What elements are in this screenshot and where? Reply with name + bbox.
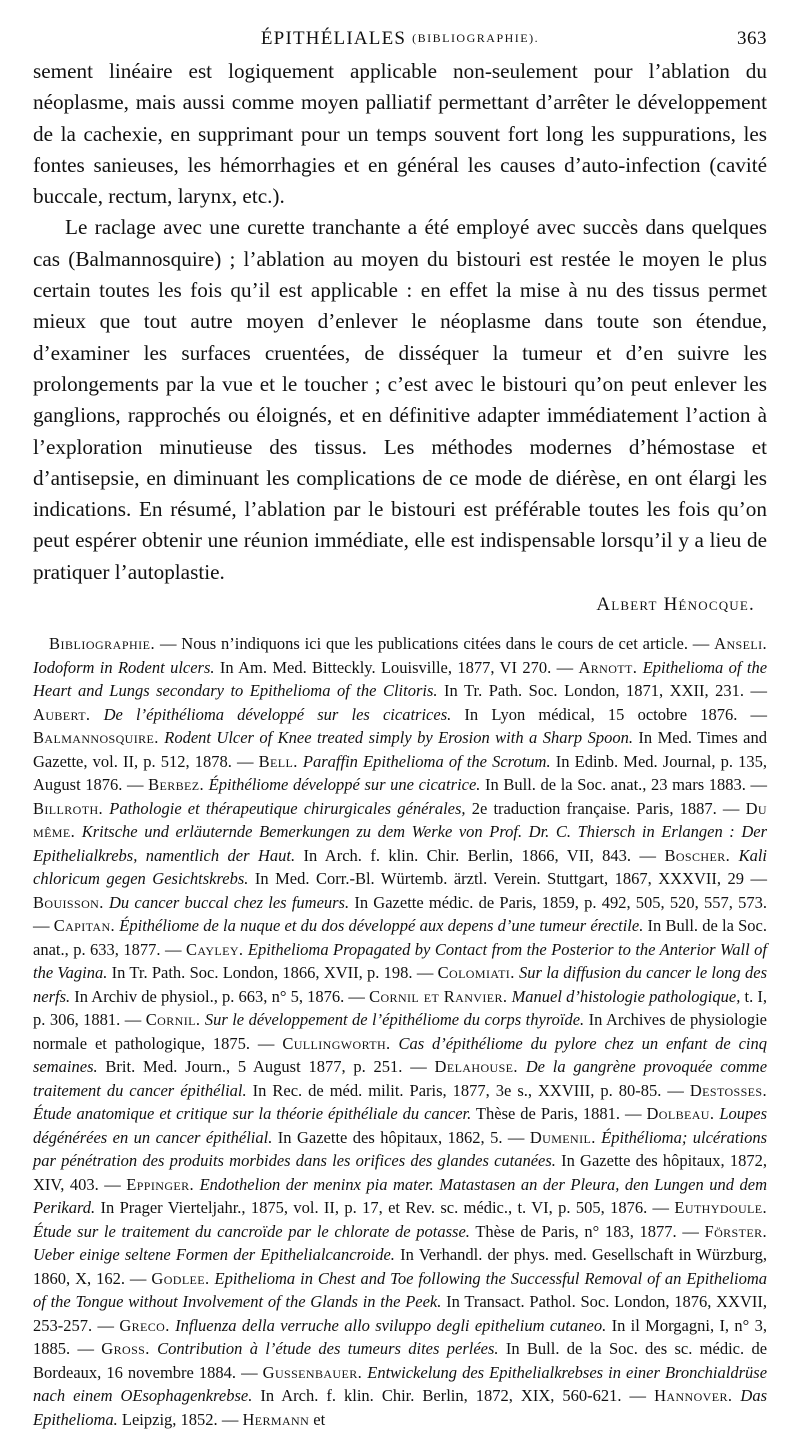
bibliography-entries [33, 634, 767, 1429]
entry-title: Rodent Ulcer of Knee treated simply by Erosion with a Sharp Spoon. [164, 728, 633, 748]
entry-author: Bouisson. [33, 892, 104, 912]
bibliography-entry: — Eppinger. Endothelion der meninx pia mater. Matastasen an der Pleura, den Lungen und dem Perikard. In Prager Vierteljahr., 1875, vol. II, p. 17, et Rev. sc. médic., t. VI, p. 505, 1876. [33, 1174, 768, 1218]
entry-source: In Med. Times and Gazette, vol. II, p. 512, 1878. [33, 728, 767, 771]
entry-title: Loupes dégénérées en un cancer épithélial. [33, 1104, 767, 1147]
bibliography-entry: — Godlee. Epithelioma in Chest and Toe following the Successful Removal of an Epithelioma of the Tongue without Involvement of the Glands in the Peek. In Transact. Pathol. Soc. London, 1876, XXVII, 253-257. [33, 1268, 768, 1335]
entry-title: Étude anatomique et critique sur la théorie épithéliale du cancer. [33, 1104, 472, 1124]
entry-source: In Gazette des hôpitaux, 1872, XIV, 403. [33, 1151, 768, 1194]
entry-title: Epithelioma Propagated by Contact from the Posterior to the Anterior Wall of the Vagina. [33, 939, 767, 983]
entry-author: Cornil. [145, 1010, 201, 1030]
entry-author: Balmannosquire. [33, 728, 159, 748]
entry-title: Du cancer buccal chez les fumeurs. [108, 892, 350, 912]
entry-source: In Tr. Path. Soc. London, 1866, XVII, p. 198. [107, 963, 413, 983]
entry-title: Paraffin Epithelioma of the Scrotum. [302, 751, 551, 771]
bibliography-entry: — Hermann et [217, 1409, 326, 1429]
bibliography-entry: — Bouisson. Du cancer buccal chez les fumeurs. In Gazette médic. de Paris, 1859, p. 492, 505, 520, 557, 573. [33, 869, 768, 912]
entry-author: Cayley. [185, 939, 244, 959]
running-header [33, 28, 767, 56]
entry-author: Hannover. [654, 1386, 733, 1406]
entry-author: Eppinger. [126, 1174, 195, 1194]
entry-source: In Gazette médic. de Paris, 1859, p. 492, 505, 520, 557, 573. [349, 892, 767, 912]
entry-author: Gross. [101, 1339, 150, 1359]
entry-title: Manuel d’histologie pathologique, [511, 986, 741, 1006]
running-title-text: ÉPITHÉLIALES [260, 28, 407, 49]
entry-source: In Arch. f. klin. Chir. Berlin, 1872, XIX, 560-621. [252, 1386, 622, 1406]
entry-title: Iodoform in Rodent ulcers. [33, 657, 215, 677]
entry-author: Cullingworth. [282, 1033, 391, 1053]
entry-title: De la gangrène provoquée comme traitement du cancer épithélial. [33, 1057, 768, 1100]
entry-source: In Bull. de la Soc. anat., 23 mars 1883. [480, 775, 746, 795]
entry-author: Capitan. [53, 916, 116, 936]
entry-author: Cornil et Ranvier. [369, 986, 508, 1006]
bibliography-entry: — Bell. Paraffin Epithelioma of the Scrotum. In Edinb. Med. Journal, p. 135, August 1876. [33, 751, 768, 795]
entry-source: et [309, 1409, 326, 1429]
entry-author: Dolbeau. [646, 1104, 715, 1124]
entry-source: In Lyon médical, 15 octobre 1876. [451, 704, 738, 724]
entry-author: Destosses. [689, 1080, 768, 1100]
author-signature: Albert Hénocque. [596, 594, 755, 616]
bibliography-entry: — Colomiati. Sur la diffusion du cancer le long des nerfs. In Archiv de physiol., p. 663, n° 5, 1876. [33, 963, 768, 1006]
bibliography-entry: — Gross. Contribution à l’étude des tumeurs dites perlées. In Bull. de la Soc. des sc. médic. de Bordeaux, 16 novembre 1884. [33, 1339, 768, 1382]
entry-author: Anseli. [714, 634, 767, 654]
entry-title: Étude sur le traitement du cancroïde par le chlorate de potasse. [33, 1221, 470, 1241]
bibliography-entry: — Berbez. Épithéliome développé sur une cicatrice. In Bull. de la Soc. anat., 23 mars 1883. [122, 775, 746, 795]
entry-source: Thèse de Paris, n° 183, 1877. [469, 1221, 677, 1241]
bibliography-entry: — Euthydoule. Étude sur le traitement du cancroïde par le chlorate de potasse. Thèse de Paris, n° 183, 1877. [33, 1198, 767, 1241]
bibliography-label: Bibliographie. [49, 634, 156, 654]
entry-title: Endothelion der meninx pia mater. Matastasen an der Pleura, den Lungen und dem Perikard. [33, 1174, 768, 1218]
entry-source: 2e traduction française. Paris, 1887. [465, 798, 717, 818]
running-title [261, 28, 539, 50]
entry-title: Influenza della verruche allo sviluppo degli epithelium cutaneo. [175, 1315, 607, 1335]
entry-source: Leipzig, 1852. [117, 1409, 218, 1429]
entry-author: Du même. [33, 798, 767, 842]
entry-title: Sur la diffusion du cancer le long des nerfs. [33, 963, 768, 1006]
entry-title: Épithéliome de la nuque et du dos développé aux depens d’une tumeur érectile. [119, 916, 644, 936]
bibliography-entry: — Balmannosquire. Rodent Ulcer of Knee treated simply by Erosion with a Sharp Spoon. In Med. Times and Gazette, vol. II, p. 512, 1878. [33, 704, 768, 771]
entry-title: Épithéliome développé sur une cicatrice. [208, 775, 481, 795]
entry-source: In Bull. de la Soc. des sc. médic. de Bordeaux, 16 novembre 1884. [33, 1339, 768, 1382]
entry-source: In Edinb. Med. Journal, p. 135, August 1876. [33, 751, 768, 795]
entry-author: Greco. [119, 1315, 170, 1335]
entry-source: In Tr. Path. Soc. London, 1871, XXII, 231. [437, 681, 744, 701]
entry-source: In il Morgagni, I, n° 3, 1885. [33, 1315, 767, 1359]
bibliography-entry: — Cornil et Ranvier. Manuel d’histologie pathologique, t. I, p. 306, 1881. [33, 986, 767, 1030]
bibliography-entry: — Hannover. Das Epithelioma. Leipzig, 1852. [33, 1386, 768, 1429]
entry-title: Das Epithelioma. [33, 1386, 768, 1429]
entry-source: In Verhandl. der phys. med. Gesellschaft in Würzburg, 1860, X, 162. [33, 1245, 767, 1288]
entry-title: Pathologie et thérapeutique chirurgicales générales, [109, 798, 466, 818]
entry-source: Brit. Med. Journ., 5 August 1877, p. 251. [97, 1057, 403, 1077]
entry-author: Boscher. [664, 845, 731, 865]
entry-author: Dumenil. [529, 1127, 596, 1147]
entry-source: In Archives de physiologie normale et pathologique, 1875. [33, 1010, 768, 1053]
entry-title: De l’épithélioma développé sur les cicatrices. [103, 704, 452, 724]
entry-title: Epithelioma of the Heart and Lungs secondary to Epithelioma of the Clitoris. [33, 657, 768, 701]
bibliography-entry: — Du même. Kritsche und erläuternde Bemerkungen zu dem Werke von Prof. Dr. C. Thiersch in Erlangen : Der Epithelialkrebs, namentlich der Haut. In Arch. f. klin. Chir. Berlin, 1866, VII, 843. [33, 798, 768, 865]
bibliography-entry: — Capitan. Épithéliome de la nuque et du dos développé aux depens d’une tumeur érectile. In Bull. de la Soc. anat., p. 633, 1877. [33, 916, 767, 959]
entry-author: Billroth. [33, 798, 104, 818]
bibliography-entry: — Delahouse. De la gangrène provoquée comme traitement du cancer épithélial. In Rec. de méd. milit. Paris, 1877, 3e s., XXVIII, p. 80-85. [33, 1057, 768, 1100]
entry-source: In Gazette des hôpitaux, 1862, 5. [272, 1127, 503, 1147]
entry-title: Epithelioma in Chest and Toe following the Successful Removal of an Epithelioma of the Tongue without Involvement of the Glands in the Peek. [33, 1268, 768, 1312]
bibliography-section [33, 632, 767, 1431]
bibliography-entry: — Dumenil. Épithélioma; ulcérations par pénétration des produits morbides dans les orifices des glandes cutanées. In Gazette des hôpitaux, 1872, XIV, 403. [33, 1127, 768, 1194]
entry-author: Förster. [704, 1221, 768, 1241]
entry-source: In Bull. de la Soc. anat., p. 633, 1877. [33, 916, 767, 959]
entry-source: In Rec. de méd. milit. Paris, 1877, 3e s., XXVIII, p. 80-85. [246, 1080, 662, 1100]
entry-title: Contribution à l’étude des tumeurs dites perlées. [157, 1339, 499, 1359]
bibliography-entry: — Arnott. Epithelioma of the Heart and Lungs secondary to Epithelioma of the Clitoris. In Tr. Path. Soc. London, 1871, XXII, 231. [33, 657, 768, 701]
entry-source: t. I, p. 306, 1881. [33, 986, 767, 1030]
entry-title: Kali chloricum gegen Gesichtskrebs. [33, 845, 768, 889]
entry-author: Hermann [242, 1409, 310, 1429]
running-subtitle: (BIBLIOGRAPHIE). [412, 31, 540, 45]
bibliography-entry: — Förster. Ueber einige seltene Formen der Epithelialcancroide. In Verhandl. der phys. med. Gesellschaft in Würzburg, 1860, X, 162. [33, 1221, 768, 1288]
entry-source: In Am. Med. Bitteckly. Louisville, 1877, VI 270. [214, 657, 552, 677]
entry-author: Arnott. [578, 657, 638, 677]
entry-author: Gussenbauer. [262, 1362, 363, 1382]
entry-author: Delahouse. [434, 1057, 518, 1077]
entry-source: In Transact. Pathol. Soc. London, 1876, XXVII, 253-257. [33, 1292, 768, 1335]
entry-source: In Med. Corr.-Bl. Würtemb. ärztl. Verein. Stuttgart, 1867, XXXVII, 29 [248, 869, 745, 889]
page-number: 363 [737, 28, 767, 49]
entry-author: Bell. [258, 751, 298, 771]
bibliography-entry: — Aubert. De l’épithélioma développé sur les cicatrices. In Lyon médical, 15 octobre 1876. [33, 681, 768, 724]
entry-author: Euthydoule. [674, 1198, 767, 1218]
bibliography-entry: — Cullingworth. Cas d’épithéliome du pylore chez un enfant de cinq semaines. Brit. Med. Journ., 5 August 1877, p. 251. [33, 1033, 768, 1077]
entry-title: Entwickelung des Epithelialkrebses in einer Bronchialdrüse nach einem OEsophagenkrebse. [33, 1362, 768, 1406]
entry-author: Colomiati. [437, 963, 515, 983]
entry-source: Thèse de Paris, 1881. [471, 1104, 621, 1124]
entry-title: Sur le développement de l’épithéliome du corps thyroïde. [204, 1010, 585, 1030]
entry-source: In Archiv de physiol., p. 663, n° 5, 1876. [70, 986, 345, 1006]
entry-source: In Prager Vierteljahr., 1875, vol. II, p. 17, et Rev. sc. médic., t. VI, p. 505, 1876. [95, 1198, 648, 1218]
entry-author: Berbez. [148, 775, 205, 795]
bibliography-entry: — Anseli. Iodoform in Rodent ulcers. In Am. Med. Bitteckly. Louisville, 1877, VI 270. [33, 634, 767, 677]
bibliography-entry: — Dolbeau. Loupes dégénérées en un cancer épithélial. In Gazette des hôpitaux, 1862, 5. [33, 1104, 767, 1147]
bibliography-entry: — Billroth. Pathologie et thérapeutique chirurgicales générales, 2e traduction française. Paris, 1887. [33, 775, 768, 818]
entry-title: Kritsche und erläuternde Bemerkungen zu dem Werke von Prof. Dr. C. Thiersch in Erlangen : Der Epithelialkrebs, namentlich der Haut. [33, 822, 768, 865]
paragraph-2: Le raclage avec une curette tranchante a été employé avec succès dans quelques cas (Balmannosquire) ; l’ablation au moyen du bistouri est restée le moyen le plus certain toutes les fois qu’il est applicable : en effet la mise à nu des tissus permet mieux que tout autre moyen d’enlever le néoplasme dans toute son étendue, d’examiner les surfaces cruentées, de disséquer la tumeur et d’en suivre les prolongements par la vue et le toucher ; c’est avec le bistouri qu’on peut enlever les ganglions, rapprochés ou éloignés, et en définitive adapter immédiatement l’action à l’exploration minutieuse des tissus. Les méthodes modernes d’hémostase et d’antisepsie, en diminuant les complications de ce mode de diérèse, en ont élargi les indications. En résumé, l’ablation par le bistouri est préférable toutes les fois qu’on peut espérer obtenir une réunion immédiate, elle est indispensable lorsqu’il y a lieu de pratiquer l’autoplastie. [33, 215, 767, 584]
entry-title: Ueber einige seltene Formen der Epithelialcancroide. [33, 1245, 395, 1265]
entry-source: In Arch. f. klin. Chir. Berlin, 1866, VII, 843. [295, 845, 632, 865]
entry-author: Aubert. [33, 704, 91, 724]
bibliography-entry: — Boscher. Kali chloricum gegen Gesichtskrebs. In Med. Corr.-Bl. Würtemb. ärztl. Verein. Stuttgart, 1867, XXXVII, 29 [33, 845, 768, 889]
bibliography-entry: — Greco. Influenza della verruche allo sviluppo degli epithelium cutaneo. In il Morgagni, I, n° 3, 1885. [33, 1315, 767, 1359]
entry-title: Épithélioma; ulcérations par pénétration des produits morbides dans les orifices des glandes cutanées. [33, 1127, 767, 1171]
paragraph-1: sement linéaire est logiquement applicable non-seulement pour l’ablation du néoplasme, mais aussi comme moyen palliatif permettant d’arrêter le développement de la cachexie, en supprimant pour un temps souvent fort long les suppurations, les fontes sanieuses, les hémorrhagies et en général les causes d’auto-infection (cavité buccale, rectum, larynx, etc.). [33, 59, 767, 209]
bibliography-entry: — Cayley. Epithelioma Propagated by Contact from the Posterior to the Anterior Wall of the Vagina. In Tr. Path. Soc. London, 1866, XVII, p. 198. [33, 939, 767, 983]
bibliography-entry: — Destosses. Étude anatomique et critique sur la théorie épithéliale du cancer. Thèse de Paris, 1881. [33, 1080, 768, 1124]
bibliography-intro: — Nous n’indiquons ici que les publications citées dans le cours de cet article. [155, 634, 688, 654]
entry-author: Godlee. [151, 1268, 210, 1288]
bibliography-entry: — Cornil. Sur le développement de l’épithéliome du corps thyroïde. In Archives de physiologie normale et pathologique, 1875. [33, 1010, 768, 1053]
bibliography-entry: — Gussenbauer. Entwickelung des Epithelialkrebses in einer Bronchialdrüse nach einem OEsophagenkrebse. In Arch. f. klin. Chir. Berlin, 1872, XIX, 560-621. [33, 1362, 768, 1406]
entry-title: Cas d’épithéliome du pylore chez un enfant de cinq semaines. [33, 1033, 768, 1077]
